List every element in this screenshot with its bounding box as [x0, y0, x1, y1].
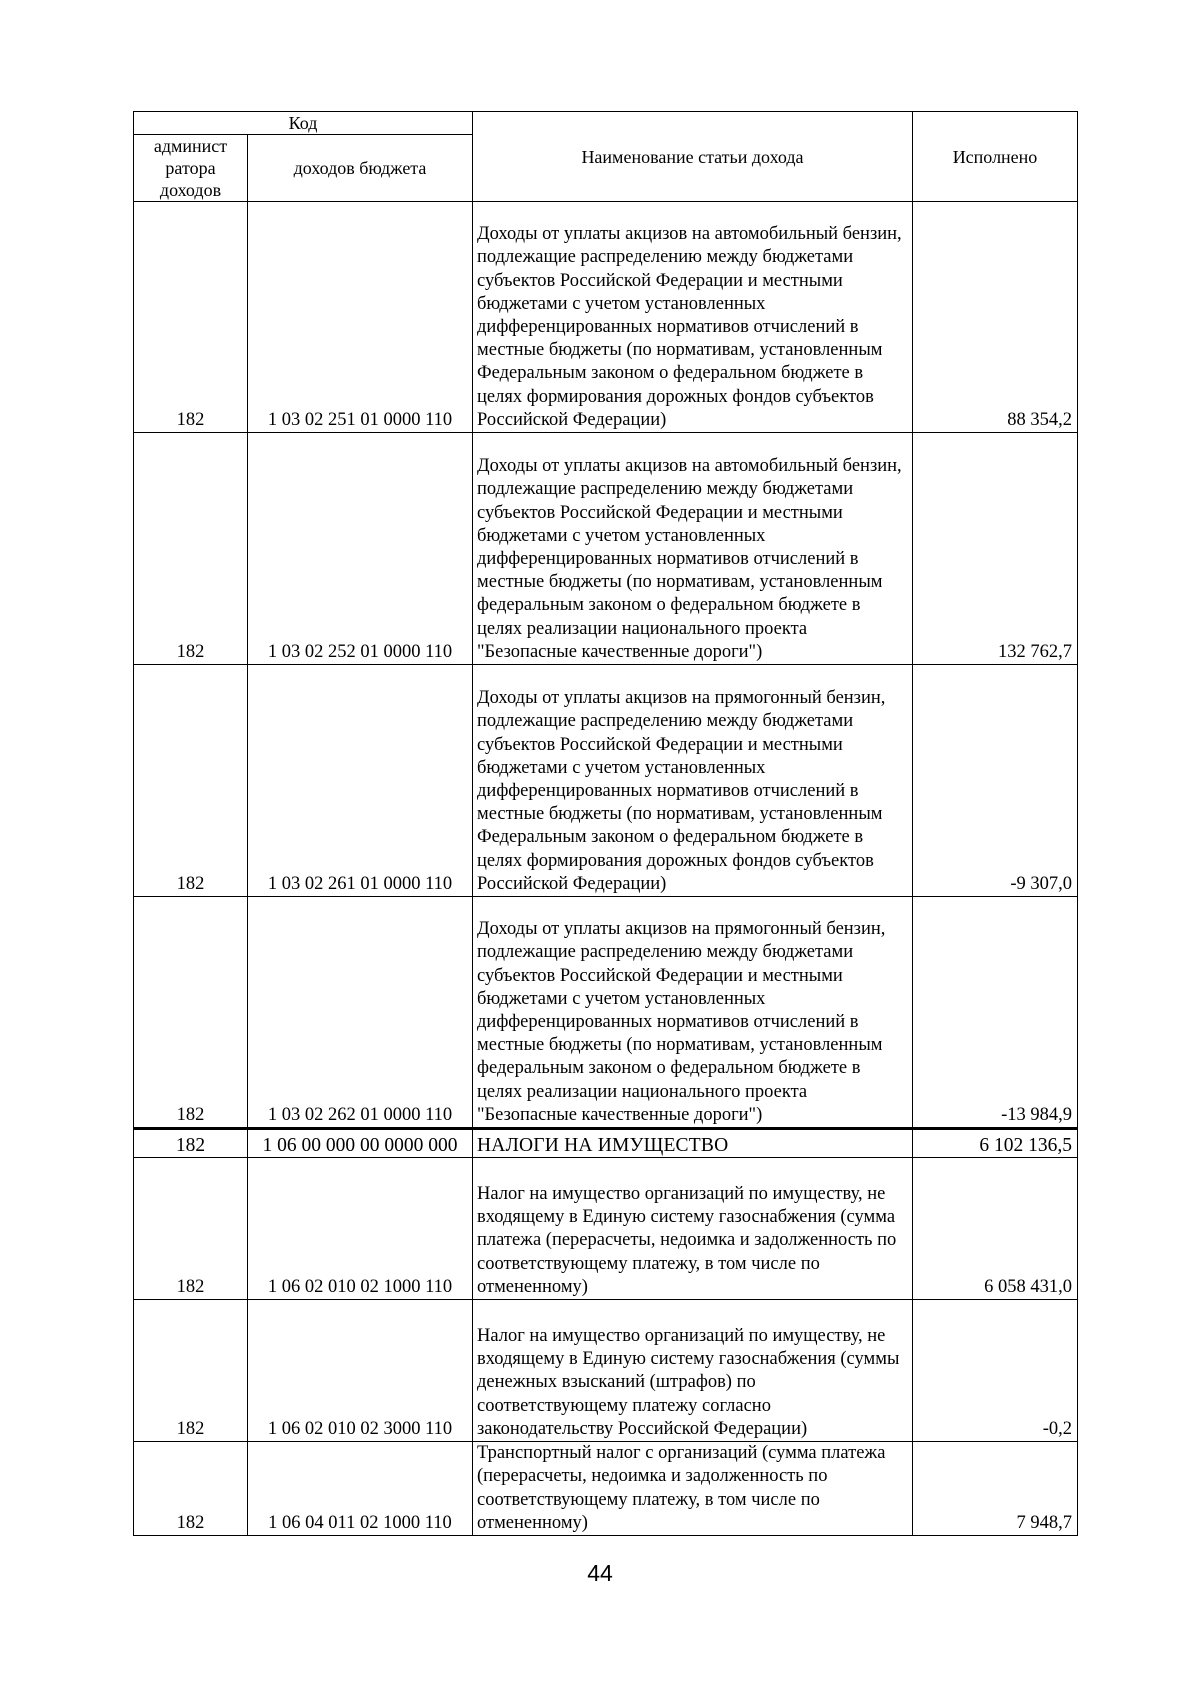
budget-code: 1 06 00 000 00 0000 000: [248, 1129, 473, 1158]
admin-code: 182: [134, 1158, 248, 1300]
executed-amount: -13 984,9: [913, 897, 1078, 1129]
table-row: [134, 1442, 1078, 1536]
table-row: [134, 433, 1078, 665]
header-name: Наименование статьи дохода: [473, 112, 913, 202]
budget-code: 1 06 02 010 02 1000 110: [248, 1158, 473, 1300]
budget-code: 1 03 02 261 01 0000 110: [248, 665, 473, 897]
executed-amount: -0,2: [913, 1300, 1078, 1442]
header-row-top: [134, 112, 1078, 135]
page-number: 44: [587, 1560, 613, 1586]
header-kod: Код: [134, 112, 473, 135]
revenue-table: [133, 111, 1078, 1536]
admin-code: 182: [134, 202, 248, 433]
budget-code: 1 06 02 010 02 3000 110: [248, 1300, 473, 1442]
table-row: [134, 202, 1078, 433]
table-row: [134, 665, 1078, 897]
executed-amount: 6 058 431,0: [913, 1158, 1078, 1300]
admin-code: 182: [134, 665, 248, 897]
table-row: [134, 1158, 1078, 1300]
admin-code: 182: [134, 1129, 248, 1158]
revenue-name: Налог на имущество организаций по имуществу, не входящему в Единую систему газоснабжения (сумма платежа (перерасчеты, недоимка и задолженность по соответствующему платежу, в том числе по отмененному): [473, 1158, 913, 1300]
budget-code: 1 03 02 252 01 0000 110: [248, 433, 473, 665]
admin-code: 182: [134, 897, 248, 1129]
revenue-name: Доходы от уплаты акцизов на прямогонный бензин, подлежащие распределению между бюджетами субъектов Российской Федерации и местными бюджетами с учетом установленных дифференцированных нормативов отчислений в местные бюджеты (по нормативам, установленным федеральным законом о федеральном бюджете в целях реализации национального проекта "Безопасные качественные дороги"): [473, 897, 913, 1129]
budget-code: 1 03 02 262 01 0000 110: [248, 897, 473, 1129]
admin-code: 182: [134, 433, 248, 665]
revenue-name: Транспортный налог с организаций (сумма платежа (перерасчеты, недоимка и задолженность по соответствующему платежу, в том числе по отмененному): [473, 1442, 913, 1536]
executed-amount: -9 307,0: [913, 665, 1078, 897]
admin-code: 182: [134, 1442, 248, 1536]
header-executed: Исполнено: [913, 112, 1078, 202]
header-budget-code: доходов бюджета: [248, 135, 473, 202]
executed-amount: 7 948,7: [913, 1442, 1078, 1536]
header-admin: админист ратора доходов: [134, 135, 248, 202]
revenue-name: Доходы от уплаты акцизов на автомобильный бензин, подлежащие распределению между бюджетами субъектов Российской Федерации и местными бюджетами с учетом установленных дифференцированных нормативов отчислений в местные бюджеты (по нормативам, установленным федеральным законом о федеральном бюджете в целях реализации национального проекта "Безопасные качественные дороги"): [473, 433, 913, 665]
executed-amount: 88 354,2: [913, 202, 1078, 433]
admin-code: 182: [134, 1300, 248, 1442]
table-row-group: [134, 1129, 1078, 1158]
table-row: [134, 897, 1078, 1129]
revenue-name: Налог на имущество организаций по имуществу, не входящему в Единую систему газоснабжения (суммы денежных взысканий (штрафов) по соответствующему платежу согласно законодательству Российской Федерации): [473, 1300, 913, 1442]
table-row: [134, 1300, 1078, 1442]
budget-code: 1 06 04 011 02 1000 110: [248, 1442, 473, 1536]
revenue-name: НАЛОГИ НА ИМУЩЕСТВО: [473, 1129, 913, 1158]
executed-amount: 132 762,7: [913, 433, 1078, 665]
executed-amount: 6 102 136,5: [913, 1129, 1078, 1158]
budget-code: 1 03 02 251 01 0000 110: [248, 202, 473, 433]
revenue-name: Доходы от уплаты акцизов на прямогонный бензин, подлежащие распределению между бюджетами субъектов Российской Федерации и местными бюджетами с учетом установленных дифференцированных нормативов отчислений в местные бюджеты (по нормативам, установленным Федеральным законом о федеральном бюджете в целях формирования дорожных фондов субъектов Российской Федерации): [473, 665, 913, 897]
revenue-name: Доходы от уплаты акцизов на автомобильный бензин, подлежащие распределению между бюджетами субъектов Российской Федерации и местными бюджетами с учетом установленных дифференцированных нормативов отчислений в местные бюджеты (по нормативам, установленным Федеральным законом о федеральном бюджете в целях формирования дорожных фондов субъектов Российской Федерации): [473, 202, 913, 433]
